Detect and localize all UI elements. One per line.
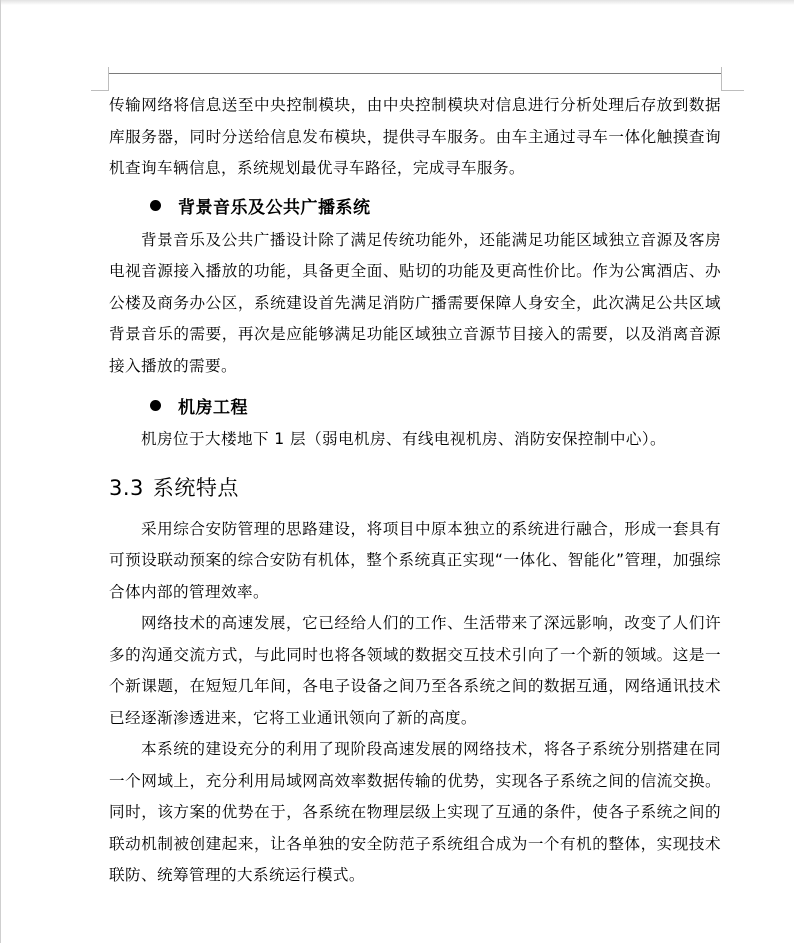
bullet-heading-text: 机房工程 [178,397,248,418]
section-title: 系统特点 [152,475,239,500]
bullet-heading-machine-room [109,386,721,424]
corner-mark-right-horizontal [721,90,744,91]
bullet-heading-text: 背景音乐及公共广播系统 [178,198,371,218]
machine-room-paragraph: 机房位于大楼地下 1 层（弱电机房、有线电视机房、消防安保控制中心）。 [141,430,667,448]
section-paragraph-1: 采用综合安防管理的思路建设，将项目中原本独立的系统进行融合，形成一套具有可预设联动预案的综合安防有机体，整个系统真正实现“一体化、智能化”管理，加强综合体内部的管理效率。 [109,519,721,601]
page-top-shadow [1,0,794,5]
section-heading [109,462,721,514]
section-paragraph-3: 本系统的建设充分的利用了现阶段高速发展的网络技术，将各子系统分别搭建在同一个网域上，充分利用局域网高效率数据传输的优势，实现各子系统之间的信流交换。同时，该方案的优势在于，各系统在物理层级上实现了互通的条件，使各子系统之间的联动机制被创建起来，让各单独的安全防范子系统组合成为一个有机的整体，实现技术联防、统筹管理的大系统运行模式。 [109,740,721,884]
section-paragraph-2: 网络技术的高速发展，它已经给人们的工作、生活带来了深远影响，改变了人们许多的沟通交流方式，与此同时也将各领域的数据交互技术引向了一个新的领域。这是一个新课题，在短短几年间，各电子设备之间乃至各系统之间的数据互通，网络通讯技术已经逐渐渗透进来，它将工业通讯领向了新的高度。 [109,614,721,727]
document-body [109,90,721,892]
bullet-icon [150,200,161,211]
corner-mark-left-vertical [108,67,109,90]
header-rule [109,73,721,74]
section-number: 3.3 [109,475,144,500]
broadcast-paragraph: 背景音乐及公共广播设计除了满足传统功能外，还能满足功能区域独立音源及客房电视音源接入播放的功能，具备更全面、贴切的功能及更高性价比。作为公寓酒店、办公楼及商务办公区，系统建设首先满足消防广播需要保障人身安全，此次满足公共区域背景音乐的需要，再次是应能够满足功能区域独立音源节目接入的需要，以及消离音源接入播放的需要。 [109,230,721,375]
corner-mark-right-vertical [721,67,722,90]
bullet-icon [150,400,161,411]
bullet-heading-broadcast [109,187,721,225]
intro-paragraph: 传输网络将信息送至中央控制模块，由中央控制模块对信息进行分析处理后存放到数据库服务器，同时分送给信息发布模块，提供寻车服务。由车主通过寻车一体化触摸查询机查询车辆信息，系统规划最优寻车路径，完成寻车服务。 [109,96,721,177]
corner-mark-left-horizontal [91,90,109,91]
